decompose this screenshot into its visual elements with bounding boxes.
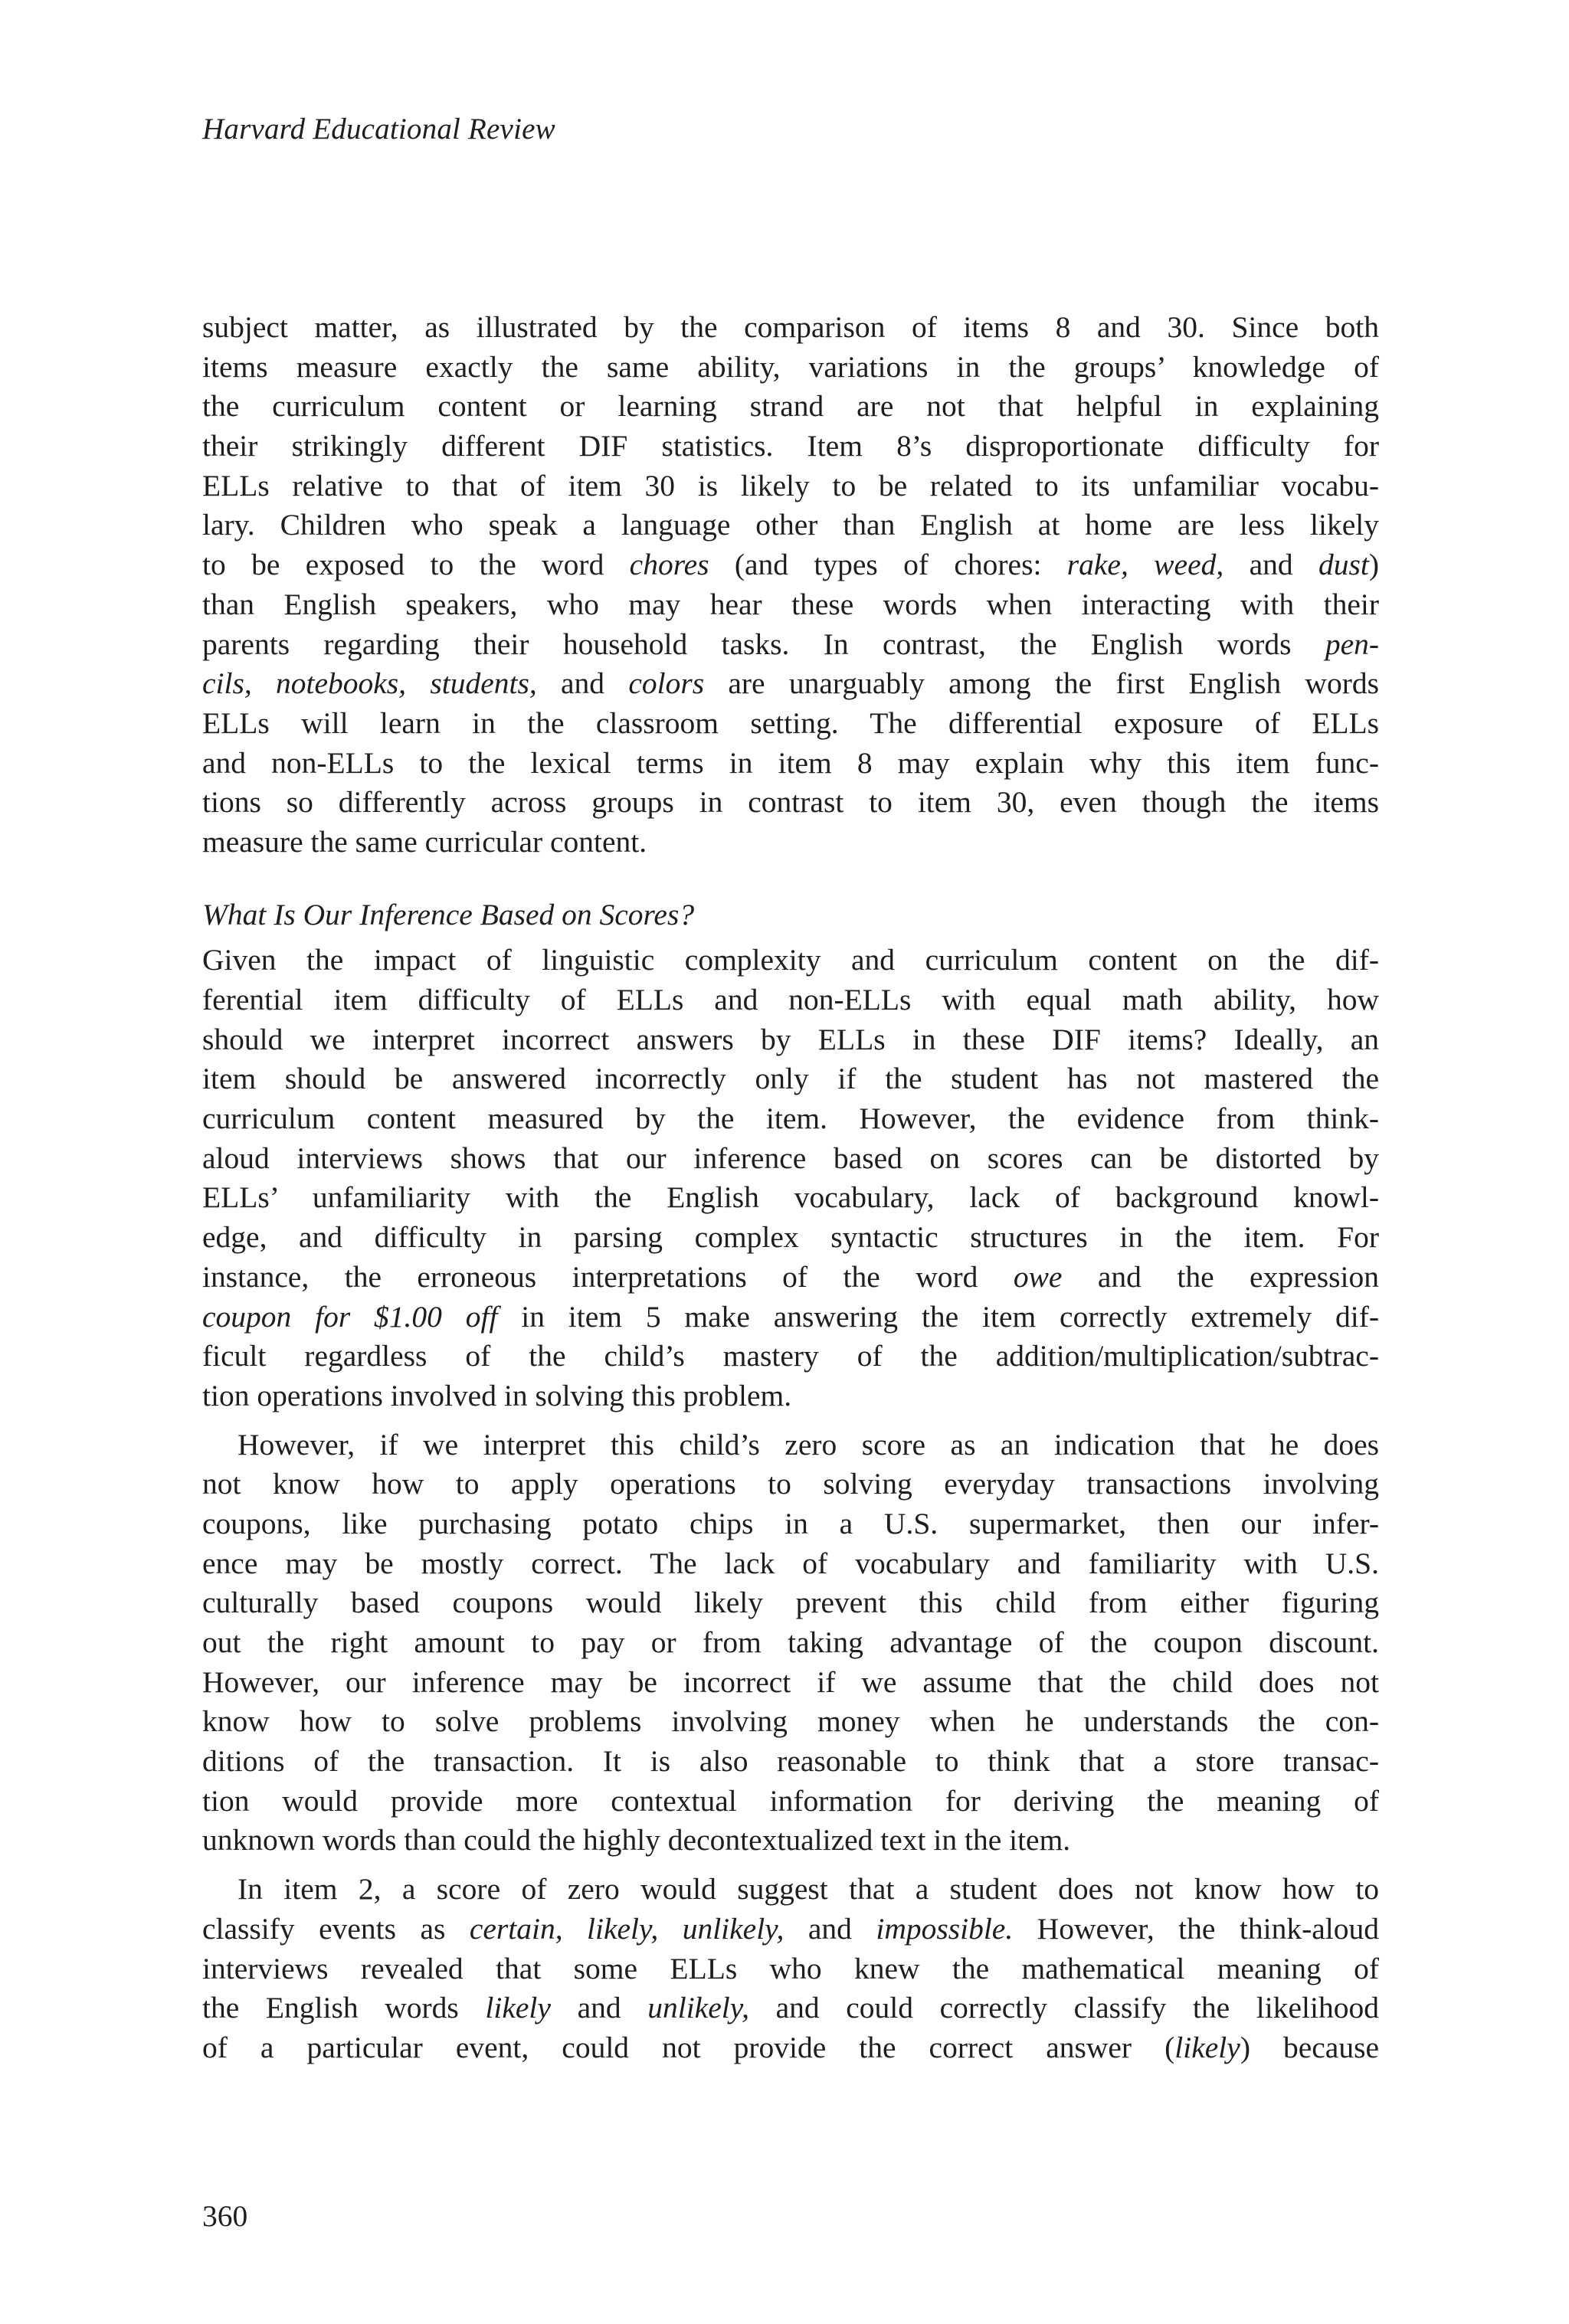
text-line [202, 1988, 1379, 2028]
text-run: aloud interviews shows that our inference based on scores can be distorted by [202, 1141, 1379, 1175]
text-run: In item 2, a score of zero would suggest that a student does not know how to [237, 1872, 1379, 1907]
text-line [202, 308, 1379, 348]
text-run: coupons, like purchasing potato chips in a U.S. supermarket, then our infer- [202, 1506, 1379, 1540]
page-number: 360 [202, 2199, 248, 2233]
running-head: Harvard Educational Review [202, 113, 555, 146]
text-line [202, 1782, 1379, 1822]
text-run: However, if we interpret this child’s zero score as an indication that he does [237, 1427, 1379, 1462]
text-line [202, 1218, 1379, 1258]
text-line [202, 1544, 1379, 1584]
text-run: in item 5 make answering the item correctly extremely dif- [497, 1299, 1380, 1334]
text-line [202, 783, 1379, 823]
text-line [202, 1059, 1379, 1099]
text-run: ditions of the transaction. It is also reasonable to think that a store transac- [202, 1744, 1379, 1779]
text-run: of a particular event, could not provide the correct answer ( [202, 2030, 1175, 2064]
text-line [202, 1870, 1379, 1910]
text-run: out the right amount to pay or from taking advantage of the coupon discount. [202, 1625, 1379, 1659]
text-line [202, 1298, 1379, 1337]
text-line [202, 1583, 1379, 1623]
text-run: not know how to apply operations to solving everyday transactions involving [202, 1467, 1379, 1501]
italic-text: coupon for $1.00 off [202, 1299, 498, 1334]
text-run: and non-ELLs to the lexical terms in item 8 may explain why this item func- [202, 745, 1379, 780]
italic-text: certain, likely, unlikely, [469, 1911, 784, 1946]
text-run: and [536, 666, 629, 701]
text-run: the curriculum content or learning strand are not that helpful in explaining [202, 389, 1379, 424]
text-run: instance, the erroneous interpretations of the word [202, 1259, 1014, 1294]
italic-text: likely [1174, 2030, 1240, 2064]
text-line [202, 1910, 1379, 1949]
text-run: ) because [1240, 2030, 1379, 2064]
text-run: ferential item difficulty of ELLs and non-ELLs with equal math ability, how [202, 983, 1379, 1016]
text-line [202, 704, 1379, 744]
text-line [202, 1337, 1379, 1376]
text-run: tion would provide more contextual information for deriving the meaning of [202, 1783, 1379, 1818]
italic-text: unlikely, [647, 1991, 749, 2025]
text-run: parents regarding their household tasks. In contrast, the English words [202, 627, 1325, 661]
text-line [202, 744, 1379, 784]
text-line [202, 1258, 1379, 1298]
text-run: and could correctly classify the likelihood [748, 1991, 1379, 2025]
text-run: ence may be mostly correct. The lack of vocabulary and familiarity with U.S. [202, 1546, 1379, 1580]
text-line [202, 1425, 1379, 1465]
italic-text: dust [1318, 548, 1369, 582]
italic-text: colors [628, 666, 705, 701]
text-line [202, 941, 1379, 980]
text-run: curriculum content measured by the item. However, the evidence from think- [202, 1101, 1379, 1136]
text-run: than English speakers, who may hear these words when interacting with their [202, 587, 1379, 621]
paragraph-1 [202, 308, 1379, 862]
text-run: should we interpret incorrect answers by ELLs in these DIF items? Ideally, an [202, 1022, 1379, 1056]
text-run: their strikingly different DIF statistics. Item 8’s disproportionate difficulty for [202, 429, 1379, 463]
text-run: are unarguably among the first English words [704, 666, 1379, 701]
text-run: edge, and difficulty in parsing complex syntactic structures in the item. For [202, 1220, 1379, 1255]
text-line [202, 1623, 1379, 1663]
text-line [202, 664, 1379, 704]
text-line [202, 1020, 1379, 1060]
text-run: ELLs’ unfamiliarity with the English vocabulary, lack of background knowl- [202, 1180, 1379, 1215]
text-line [202, 1376, 1379, 1416]
text-line [202, 1099, 1379, 1139]
italic-text: likely [485, 1991, 551, 2025]
text-run: subject matter, as illustrated by the comparison of items 8 and 30. Since both [202, 310, 1379, 344]
text-line [202, 348, 1379, 388]
text-run: tion operations involved in solving this problem. [202, 1378, 792, 1412]
text-run: ELLs will learn in the classroom setting. The differential exposure of ELLs [202, 705, 1379, 740]
text-run: item should be answered incorrectly only if the student has not mastered the [202, 1062, 1379, 1096]
italic-text: cils, notebooks, students, [202, 666, 537, 701]
text-line [202, 2028, 1379, 2068]
text-line [202, 1742, 1379, 1782]
text-run: to be exposed to the word [202, 548, 630, 582]
text-run: classify events as [202, 1911, 470, 1946]
text-run: and [1223, 548, 1318, 582]
paragraph-3 [202, 1425, 1379, 1861]
text-line [202, 387, 1379, 427]
text-line [202, 1702, 1379, 1742]
italic-text: impossible. [876, 1911, 1014, 1946]
text-run: items measure exactly the same ability, variations in the groups’ knowledge of [202, 349, 1379, 384]
text-line [202, 1821, 1379, 1861]
text-line [202, 1504, 1379, 1544]
text-line [202, 1139, 1379, 1179]
text-run: unknown words than could the highly decontextualized text in the item. [202, 1823, 1071, 1858]
text-run: However, our inference may be incorrect if we assume that the child does not [202, 1664, 1379, 1699]
text-line [202, 1465, 1379, 1504]
text-run: and [784, 1911, 876, 1946]
text-line [202, 466, 1379, 506]
text-line [202, 585, 1379, 625]
text-run: ELLs relative to that of item 30 is likely to be related to its unfamiliar vocabu- [202, 468, 1379, 502]
text-run: measure the same curricular content. [202, 824, 647, 859]
text-run: lary. Children who speak a language other than English at home are less likely [202, 508, 1379, 542]
italic-text: owe [1013, 1259, 1063, 1294]
text-run: and the expression [1062, 1259, 1379, 1294]
section-heading: What Is Our Inference Based on Scores? [202, 897, 695, 931]
text-run: know how to solve problems involving money when he understands the con- [202, 1704, 1379, 1739]
text-run: tions so differently across groups in contrast to item 30, even though the items [202, 785, 1379, 820]
text-line [202, 1178, 1379, 1218]
body-text [202, 308, 1379, 2068]
italic-text: rake, weed, [1066, 548, 1224, 582]
text-run: the English words [202, 1991, 486, 2025]
text-line [202, 427, 1379, 466]
text-line [202, 506, 1379, 545]
text-line [202, 980, 1379, 1020]
text-run: However, the think-aloud [1013, 1911, 1379, 1946]
italic-text: chores [629, 548, 709, 582]
text-line [202, 1949, 1379, 1989]
text-run: ) [1368, 548, 1379, 582]
text-run: interviews revealed that some ELLs who knew the mathematical meaning of [202, 1951, 1379, 1985]
italic-text: pen- [1325, 627, 1379, 661]
text-line [202, 545, 1379, 585]
text-run: culturally based coupons would likely prevent this child from either figuring [202, 1586, 1379, 1620]
text-line [202, 625, 1379, 665]
text-run: and [550, 1991, 648, 2025]
text-run: (and types of chores: [709, 548, 1067, 582]
text-line [202, 823, 1379, 862]
text-run: Given the impact of linguistic complexity and curriculum content on the dif- [202, 943, 1379, 977]
text-line [202, 1663, 1379, 1703]
paragraph-2 [202, 941, 1379, 1416]
paragraph-4 [202, 1870, 1379, 2067]
text-run: ficult regardless of the child’s mastery of the addition/multiplication/subtrac- [202, 1339, 1379, 1373]
